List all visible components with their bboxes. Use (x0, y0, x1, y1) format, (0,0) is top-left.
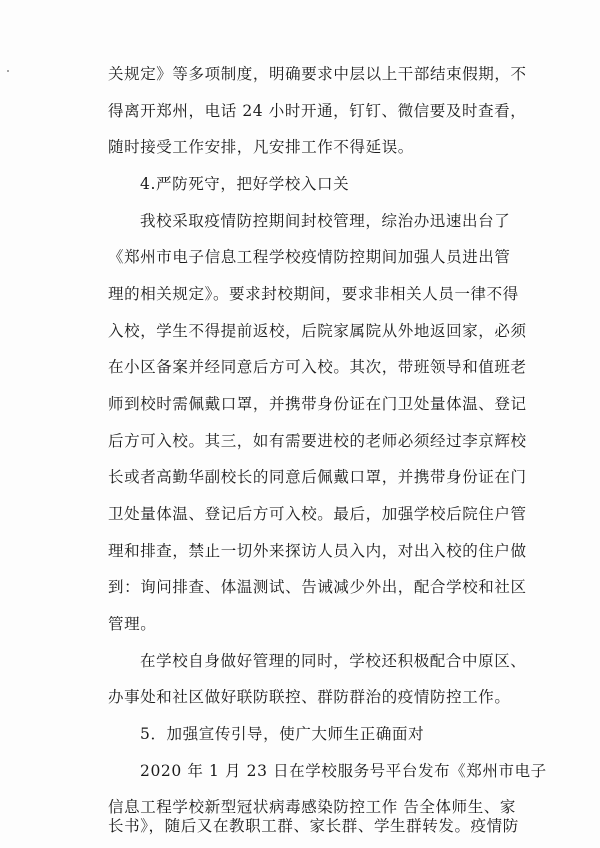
body-line-22: 长书》，随后又在教职工群、家长群、学生群转发。疫情防 (108, 817, 519, 835)
body-line-12: 长或者高勤华副校长的同意后佩戴口罩，并携带身份证在门 (108, 468, 527, 486)
body-line-1: 关规定》等多项制度，明确要求中层以上干部结束假期，不 (108, 65, 527, 83)
body-line-10: 师到校时需佩戴口罩，并携带身份证在门卫处量体温、登记 (108, 395, 527, 413)
body-line-20: 2020 年 1 月 23 日在学校服务号平台发布《郑州市电子 (140, 762, 547, 780)
body-line-15: 到：询问排查、体温测试、告诫减少外出，配合学校和社区 (108, 578, 527, 596)
body-line-11: 后方可入校。其三，如有需要进校的老师必须经过李京辉校 (108, 432, 527, 450)
section-heading-4: 4.严防死守，把好学校入口关 (140, 175, 350, 193)
section-heading-5: 5．加强宣传引导，使广大师生正确面对 (140, 725, 425, 743)
scan-speck (7, 70, 9, 72)
body-line-7: 理的相关规定》。要求封校期间，要求非相关人员一律不得 (108, 285, 519, 303)
body-line-14: 理和排查，禁止一切外来探访人员入内，对出入校的住户做 (108, 542, 527, 560)
body-line-21: 信息工程学校新型冠状病毒感染防控工作 告全体师生、家 (108, 798, 517, 816)
body-line-18: 办事处和社区做好联防联控、群防群治的疫情防控工作。 (108, 688, 511, 706)
body-line-3: 随时接受工作安排，凡安排工作不得延误。 (108, 138, 414, 156)
body-line-5: 我校采取疫情防控期间封校管理，综治办迅速出台了 (140, 212, 511, 230)
body-line-13: 卫处量体温、登记后方可入校。最后，加强学校后院住户管 (108, 505, 527, 523)
body-line-2: 得离开郑州，电话 24 小时开通，钉钉、微信要及时查看， (108, 102, 527, 120)
body-line-6: 《郑州市电子信息工程学校疫情防控期间加强人员进出管 (108, 248, 511, 266)
body-line-9: 在小区备案并经同意后方可入校。其次，带班领导和值班老 (108, 358, 527, 376)
body-line-17: 在学校自身做好管理的同时，学校还积极配合中原区、 (140, 652, 527, 670)
body-line-16: 管理。 (108, 615, 157, 633)
body-line-8: 入校，学生不得提前返校，后院家属院从外地返回家，必须 (108, 322, 527, 340)
